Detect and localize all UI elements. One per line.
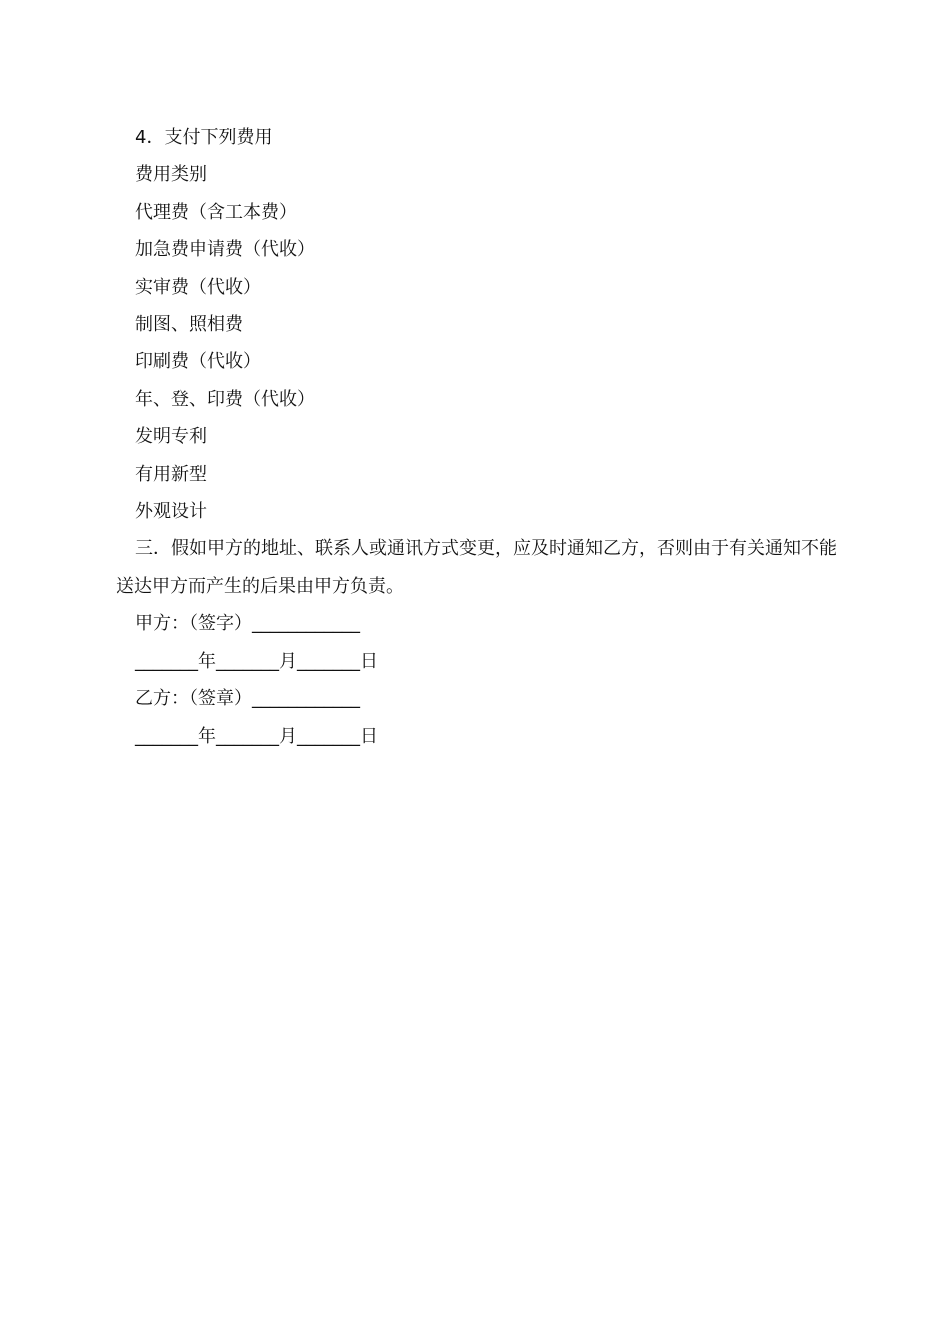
fee-section-heading: 4．支付下列费用 (135, 127, 273, 148)
patent-type-design: 外观设计 (135, 501, 207, 523)
fee-item-agency: 代理费（含工本费） (135, 201, 297, 223)
fee-item-expedite: 加急费申请费（代收） (135, 239, 315, 261)
fee-item-annual: 年、登、印费（代收） (135, 388, 315, 410)
clause-three: 三．假如甲方的地址、联系人或通讯方式变更，应及时通知乙方，否则由于有关通知不能送达甲方而产生的后果由甲方负责。 (116, 538, 837, 597)
party-b-date: _______年_______月_______日 (135, 725, 378, 747)
fee-item-printing: 印刷费（代收） (135, 351, 261, 373)
patent-type-utility: 有用新型 (135, 463, 207, 485)
fee-category-label: 费用类别 (135, 164, 207, 186)
fee-item-examination: 实审费（代收） (135, 276, 261, 298)
party-b-signature: 乙方：（签章）____________ (135, 688, 360, 710)
patent-type-invention: 发明专利 (135, 426, 207, 448)
fee-item-drawing: 制图、照相费 (135, 314, 243, 336)
party-a-signature: 甲方：（签字）____________ (135, 613, 360, 635)
document-body (116, 119, 838, 755)
party-a-date: _______年_______月_______日 (135, 650, 378, 672)
